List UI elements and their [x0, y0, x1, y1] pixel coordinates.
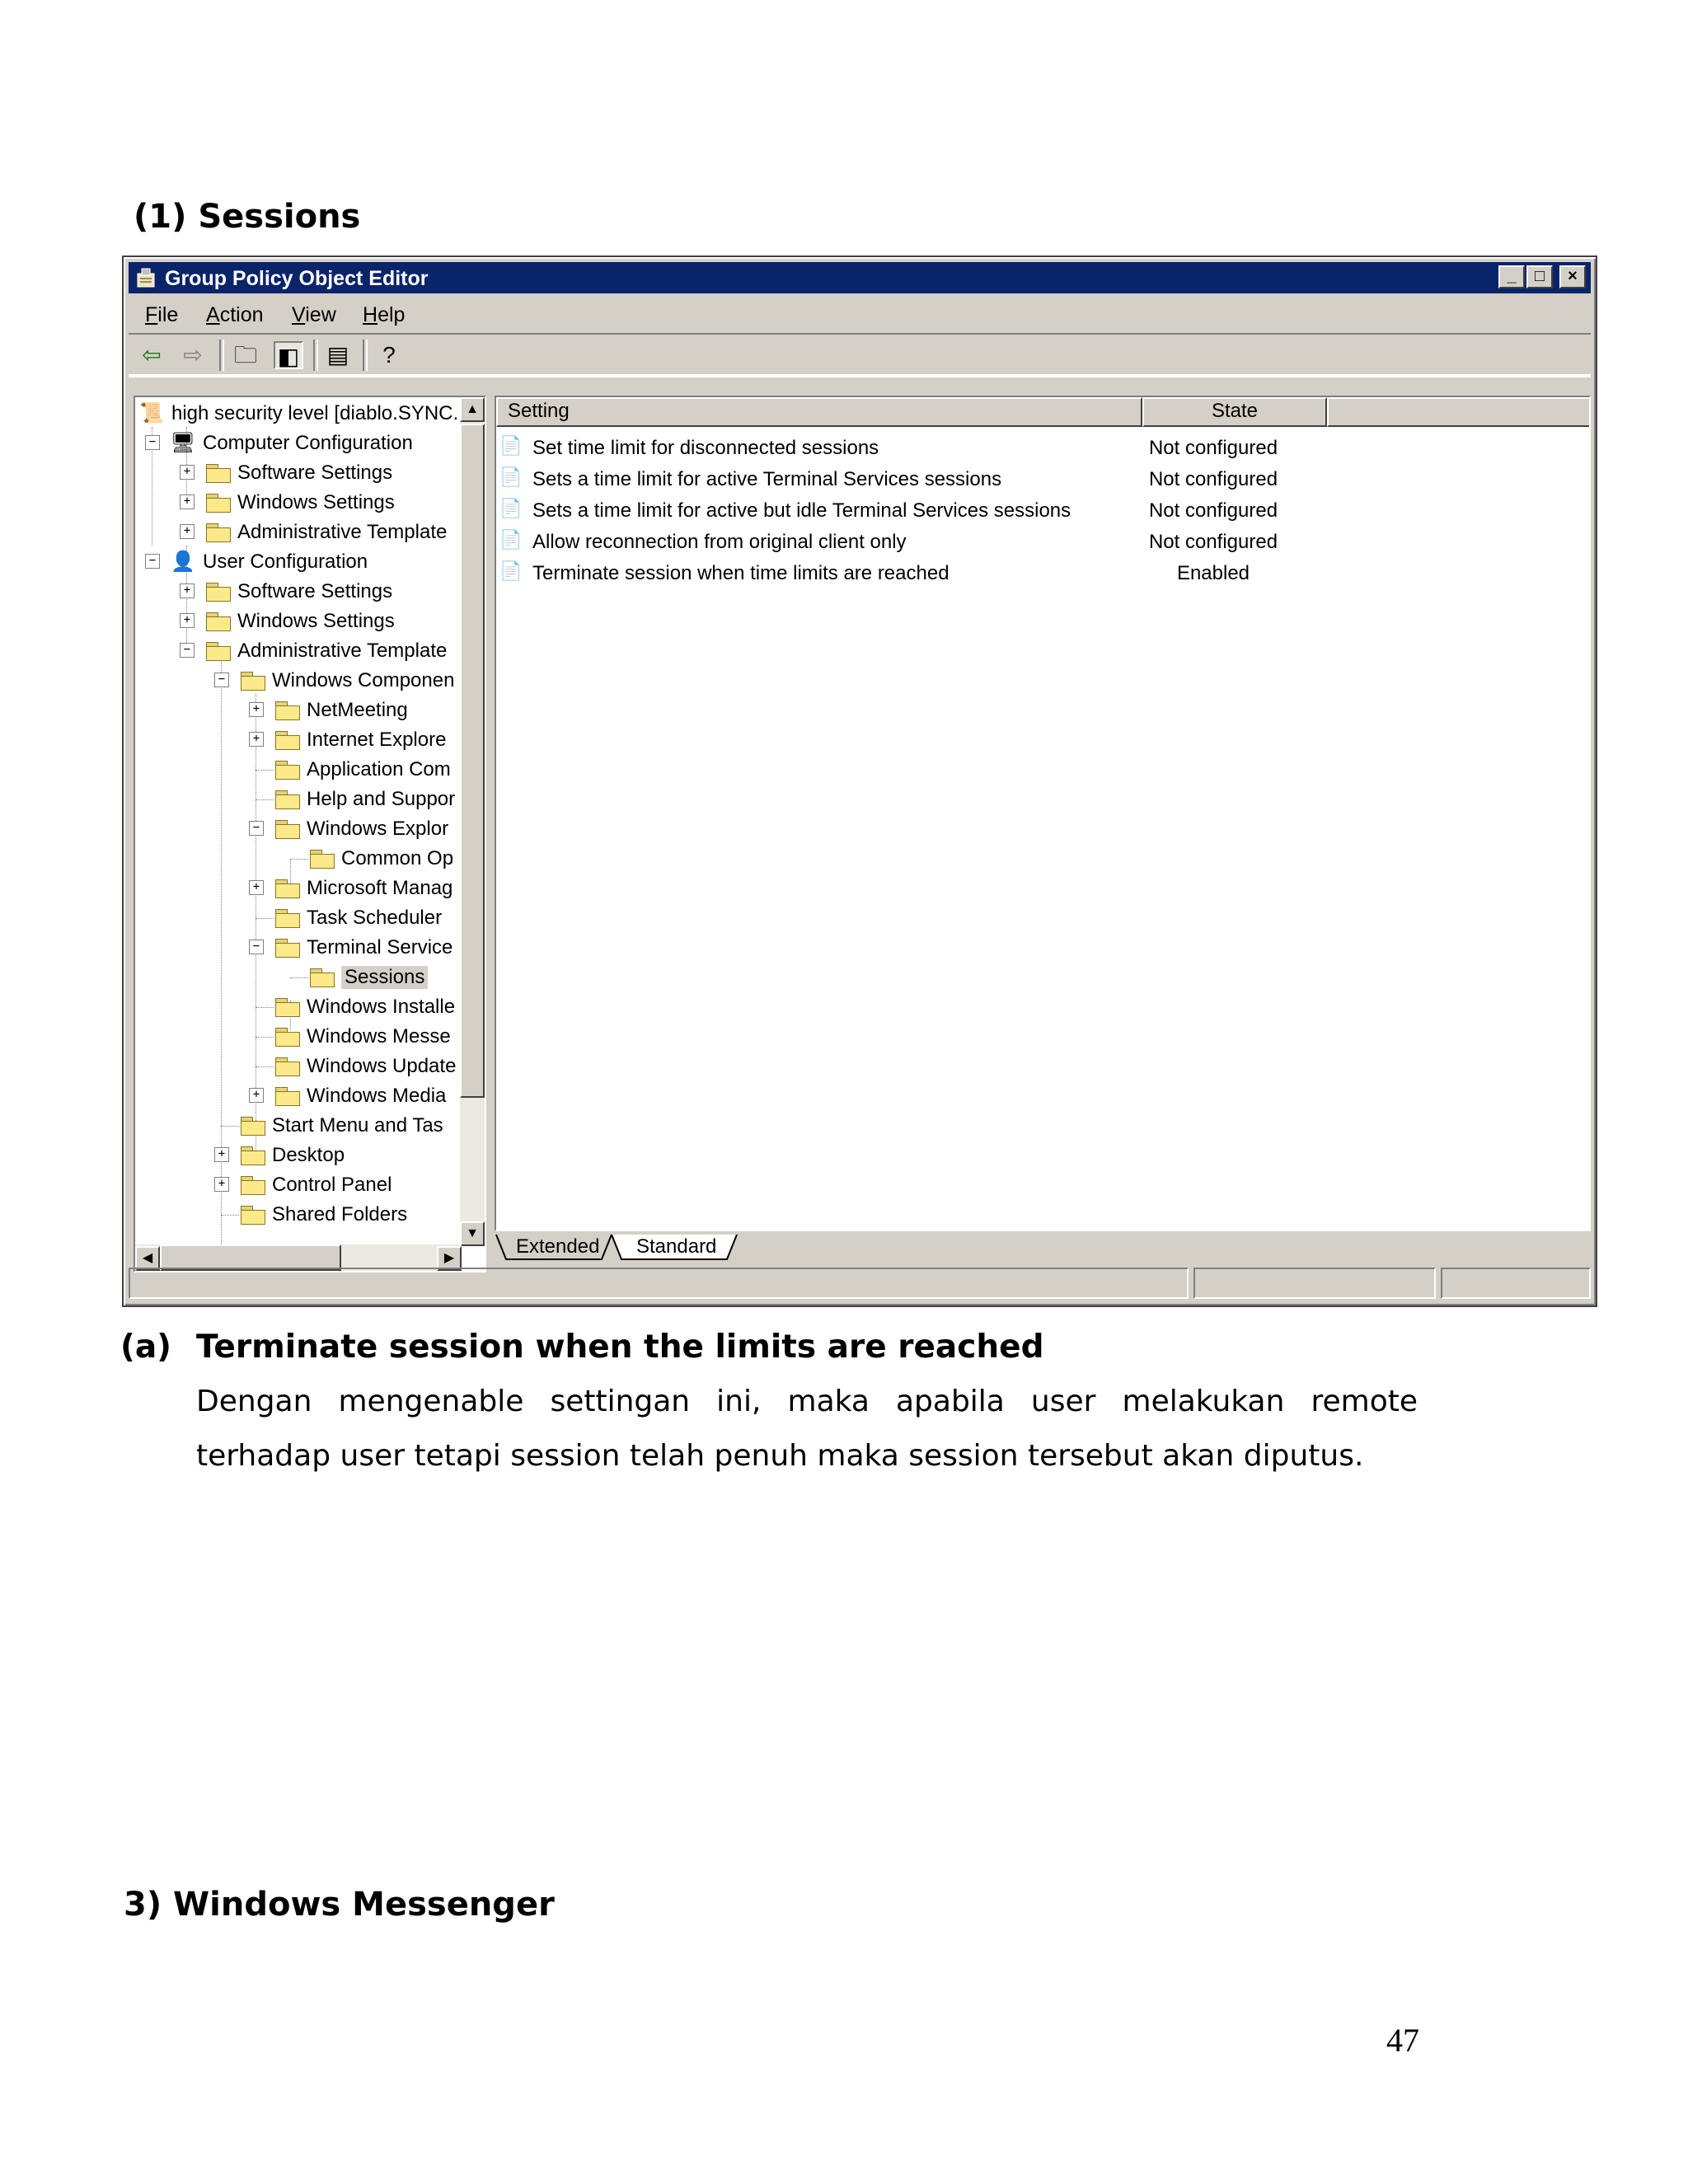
collapse-toggle[interactable]: −	[145, 554, 160, 569]
status-panel-2	[1193, 1268, 1436, 1299]
folder-icon	[206, 464, 231, 482]
folder-icon	[241, 1146, 265, 1165]
back-arrow-icon: ⇦	[142, 342, 162, 368]
arrow-down-icon: ▼	[466, 1226, 479, 1240]
tree-item-software-settings[interactable]	[206, 458, 392, 488]
tree-label: Windows Messe	[307, 1025, 451, 1047]
tree-item-shared-folders[interactable]	[241, 1200, 407, 1230]
settings-list-pane[interactable]	[495, 396, 1591, 1231]
tree-label: Software Settings	[237, 580, 393, 602]
expand-toggle[interactable]: +	[214, 1147, 229, 1162]
tree-label: Start Menu and Tas	[272, 1114, 443, 1137]
tree-label: Administrative Template	[237, 640, 448, 662]
section-heading-windows-messenger: 3) Windows Messenger	[124, 1886, 555, 1924]
tree-root[interactable]	[138, 399, 458, 429]
tree-label: Windows Installe	[307, 996, 456, 1018]
policy-state: Not configured	[1148, 437, 1278, 459]
policy-setting-name: Set time limit for disconnected sessions	[532, 437, 879, 459]
tree-label: Windows Componen	[272, 669, 455, 691]
folder-icon	[275, 879, 300, 898]
arrow-up-icon: ▲	[466, 402, 479, 416]
policy-setting-icon: 📄	[499, 466, 523, 487]
expand-toggle[interactable]: +	[180, 524, 195, 539]
help-icon: ?	[382, 342, 396, 368]
tree-label: User Configuration	[203, 551, 368, 573]
column-header-label: Setting	[508, 400, 570, 422]
forward-button[interactable]	[178, 341, 208, 369]
folder-icon	[206, 494, 231, 512]
tree-item-computer-configuration[interactable]	[170, 429, 413, 458]
menu-view-accel: V	[292, 303, 306, 326]
toolbar	[129, 333, 1591, 377]
tree-label: Internet Explore	[307, 729, 447, 751]
tree-label: Shared Folders	[272, 1203, 408, 1226]
collapse-toggle[interactable]: −	[180, 643, 195, 658]
menu-bar	[129, 295, 1591, 331]
folder-icon	[275, 909, 300, 927]
policy-setting-name: Sets a time limit for active but idle Terminal Services sessions	[532, 499, 1071, 522]
tree-item-netmeeting[interactable]	[275, 696, 408, 725]
policy-state: Enabled	[1176, 562, 1250, 584]
policy-state: Not configured	[1148, 468, 1278, 490]
status-panel-main	[129, 1268, 1189, 1299]
minimize-icon: _	[1507, 267, 1517, 285]
tree-vertical-scrollbar[interactable]	[460, 397, 485, 1246]
tree-item-common-open-file-dialog[interactable]	[310, 844, 453, 874]
tree-item-windows-messenger[interactable]	[275, 1022, 451, 1052]
group-policy-window	[122, 255, 1597, 1307]
folder-icon	[241, 672, 265, 690]
column-header-label: State	[1211, 400, 1259, 422]
back-button[interactable]	[137, 341, 166, 369]
paragraph-line-2: terhadap user tetapi session telah penuh maka session tersebut akan diputus.	[196, 1439, 1364, 1473]
tree-item-windows-explorer[interactable]	[275, 814, 448, 844]
expand-toggle[interactable]: +	[249, 1088, 264, 1103]
menu-file[interactable]	[145, 303, 178, 327]
folder-icon	[241, 1206, 265, 1224]
folder-icon	[206, 583, 231, 601]
menu-file-label: ile	[157, 303, 179, 326]
menu-help[interactable]	[363, 303, 405, 327]
tree-item-user-software-settings[interactable]	[206, 577, 392, 607]
status-bar	[129, 1268, 1591, 1301]
folder-icon	[275, 820, 300, 838]
tree-item-desktop[interactable]	[241, 1141, 345, 1170]
tree-item-internet-explorer[interactable]	[275, 725, 446, 755]
folder-icon	[241, 1176, 265, 1194]
tree-label: Common Op	[341, 847, 454, 869]
policy-state: Not configured	[1148, 531, 1278, 553]
menu-view[interactable]	[292, 303, 336, 327]
tree-item-user-configuration[interactable]	[170, 547, 368, 577]
menu-help-accel: H	[363, 303, 378, 326]
user-icon: 👤	[171, 551, 195, 573]
tree-label-selected: Sessions	[341, 966, 428, 989]
tree-label: Task Scheduler	[307, 907, 443, 929]
expand-toggle[interactable]: +	[214, 1177, 229, 1192]
policy-setting-name: Allow reconnection from original client only	[532, 531, 907, 553]
folder-icon	[275, 1057, 300, 1076]
tree-label: Software Settings	[237, 462, 393, 484]
tree-item-terminal-services[interactable]	[275, 933, 452, 963]
folder-icon	[275, 939, 300, 957]
tree-item-windows-media[interactable]	[275, 1081, 446, 1111]
tree-label: Computer Configuration	[203, 432, 413, 454]
folder-icon	[275, 998, 300, 1016]
scroll-down-button[interactable]	[460, 1221, 485, 1246]
tree-label: Application Com	[307, 758, 451, 780]
menu-action[interactable]	[206, 303, 264, 327]
tree-item-administrative-templates[interactable]	[206, 518, 447, 547]
folder-icon	[241, 1117, 265, 1135]
window-title: Group Policy Object Editor	[165, 267, 429, 290]
up-one-level-button[interactable]	[231, 341, 260, 369]
up-folder-icon: 🗀	[233, 342, 257, 368]
menu-action-accel: A	[206, 303, 220, 326]
subsection-title: Terminate session when the limits are reached	[196, 1329, 1044, 1366]
tree-label: Windows Settings	[237, 491, 395, 513]
policy-icon: 📜	[139, 402, 164, 424]
folder-icon	[275, 761, 300, 779]
computer-icon: 🖥	[170, 432, 196, 454]
status-panel-3	[1441, 1268, 1591, 1299]
tree-item-windows-update[interactable]	[275, 1052, 456, 1081]
menu-action-label: ction	[219, 303, 264, 326]
tree-item-windows-settings[interactable]	[206, 488, 395, 518]
tree-item-user-windows-settings[interactable]	[206, 607, 395, 636]
tree-toggle-icon: ◧	[277, 344, 300, 369]
folder-icon	[275, 1087, 300, 1105]
export-list-button[interactable]	[323, 341, 353, 369]
close-button[interactable]	[1559, 265, 1586, 288]
tree-label: NetMeeting	[307, 699, 408, 721]
tree-item-sessions[interactable]	[310, 963, 428, 992]
tree-item-microsoft-management-console[interactable]	[275, 874, 452, 903]
tree-label: Help and Suppor	[307, 788, 456, 810]
tree-item-windows-installer[interactable]	[275, 992, 455, 1022]
column-header-setting[interactable]	[496, 397, 1142, 427]
policy-state: Not configured	[1148, 499, 1278, 522]
minimize-button[interactable]	[1498, 265, 1525, 288]
folder-icon	[206, 612, 231, 630]
tree-label: Windows Media	[307, 1085, 447, 1107]
tree-label: Windows Explor	[307, 818, 449, 840]
column-header-empty[interactable]	[1327, 397, 1591, 427]
arrow-right-icon: ▶	[443, 1251, 455, 1265]
tree-label: Windows Settings	[237, 610, 395, 632]
folder-icon	[206, 523, 231, 541]
scroll-thumb[interactable]	[460, 424, 485, 1098]
maximize-icon: □	[1534, 267, 1545, 285]
tree-label: Administrative Template	[237, 521, 448, 543]
title-bar[interactable]	[129, 262, 1591, 293]
expand-toggle[interactable]: +	[180, 583, 195, 598]
tree-label: Windows Update	[307, 1055, 457, 1077]
tree-item-help-and-support[interactable]	[275, 785, 455, 814]
expand-toggle[interactable]: +	[249, 880, 264, 895]
menu-help-label: elp	[377, 303, 406, 326]
group-policy-icon	[135, 267, 157, 288]
tree-item-control-panel[interactable]	[241, 1170, 392, 1200]
expand-toggle[interactable]: +	[180, 465, 195, 480]
folder-icon	[206, 642, 231, 660]
folder-icon	[275, 790, 300, 808]
tree-item-windows-components[interactable]	[241, 666, 454, 696]
folder-icon	[275, 701, 300, 719]
forward-arrow-icon: ⇨	[183, 342, 203, 368]
show-hide-tree-button[interactable]	[274, 341, 303, 369]
menu-file-accel: F	[145, 303, 158, 326]
tree-item-application-compatibility[interactable]	[275, 755, 451, 785]
folder-icon	[275, 731, 300, 749]
policy-setting-name: Sets a time limit for active Terminal Services sessions	[532, 468, 1002, 490]
expand-toggle[interactable]: +	[249, 702, 264, 717]
export-list-icon: ▤	[326, 342, 349, 368]
tree-label: Microsoft Manag	[307, 877, 453, 899]
expand-toggle[interactable]: +	[180, 613, 195, 628]
expand-toggle[interactable]: +	[180, 494, 195, 509]
subsection-label: (a)	[120, 1329, 171, 1366]
view-tabs	[495, 1233, 1236, 1263]
menu-view-label: iew	[305, 303, 336, 326]
tab-extended[interactable]: Extended	[516, 1235, 600, 1258]
column-header-state[interactable]	[1142, 397, 1327, 427]
section-heading-sessions: (1) Sessions	[134, 198, 361, 236]
collapse-toggle[interactable]: −	[249, 821, 264, 836]
tree-label: Terminal Service	[307, 936, 453, 958]
expand-toggle[interactable]: +	[249, 732, 264, 747]
help-button[interactable]	[374, 341, 404, 369]
tree-label: Control Panel	[272, 1174, 392, 1196]
page-number: 47	[1386, 2022, 1419, 2059]
policy-setting-name: Terminate session when time limits are reached	[532, 562, 950, 584]
folder-icon	[310, 850, 335, 868]
collapse-toggle[interactable]: −	[214, 673, 229, 687]
collapse-toggle[interactable]: −	[249, 940, 264, 954]
tree-item-start-menu-and-taskbar[interactable]	[241, 1111, 443, 1141]
tree-label: high security level [diablo.SYNC.	[171, 402, 459, 424]
close-icon: ×	[1568, 267, 1578, 285]
scroll-up-button[interactable]	[460, 397, 485, 422]
arrow-left-icon: ◀	[142, 1251, 153, 1265]
collapse-toggle[interactable]: −	[145, 435, 160, 450]
paragraph-line-1: Dengan mengenable settingan ini, maka apabila user melakukan remote	[196, 1385, 1418, 1418]
maximize-button[interactable]	[1526, 265, 1553, 288]
open-folder-icon	[310, 968, 335, 987]
tree-label: Desktop	[272, 1144, 345, 1166]
policy-setting-icon: 📄	[499, 560, 523, 581]
policy-setting-icon: 📄	[499, 529, 523, 550]
tab-standard[interactable]: Standard	[636, 1235, 717, 1258]
tree-item-task-scheduler[interactable]	[275, 903, 442, 933]
folder-icon	[275, 1028, 300, 1046]
tree-pane[interactable]	[134, 396, 486, 1272]
policy-setting-icon: 📄	[499, 498, 523, 518]
tree-item-user-administrative-templates[interactable]	[206, 636, 447, 666]
policy-setting-icon: 📄	[499, 435, 523, 456]
